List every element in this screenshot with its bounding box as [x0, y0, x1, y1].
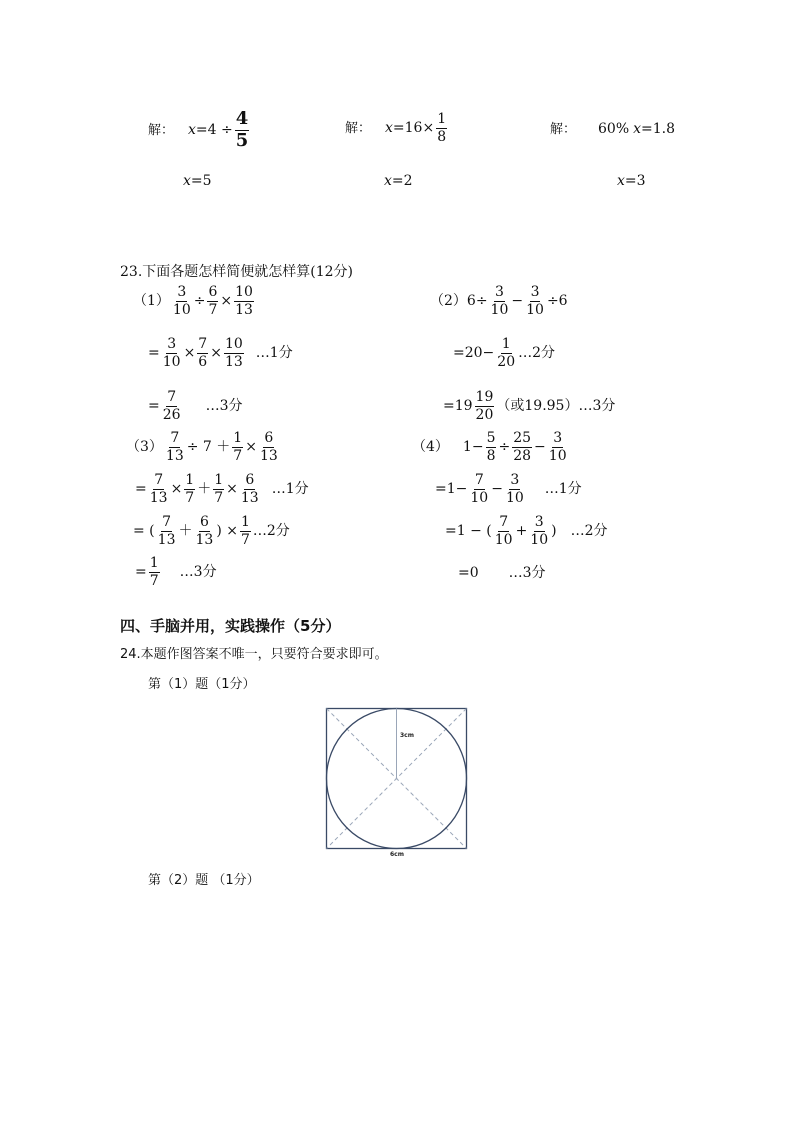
q23-title: 23.下面各题怎样简便就怎样算(12分)	[120, 264, 354, 280]
fraction-four-fifths: $\frac{4}{5}$	[235, 108, 249, 151]
fraction: $\frac{5}{8}$	[486, 430, 496, 464]
fraction: $\frac{7}{10}$	[494, 514, 513, 548]
fraction: $\frac{1}{7}$	[214, 472, 224, 506]
fraction: $\frac{25}{28}$	[513, 430, 532, 464]
fraction: $\frac{1}{7}$	[185, 472, 195, 506]
fraction: $\frac{3}{10}$	[548, 430, 567, 464]
fraction: $\frac{10}{13}$	[224, 336, 243, 370]
fraction: $\frac{1}{7}$	[240, 514, 250, 548]
fraction: $\frac{7}{6}$	[198, 336, 208, 370]
q23-p2-line3: =19 $\frac{19}{20}$ （或19.95） …3分	[443, 389, 616, 423]
fraction: $\frac{3}{10}$	[505, 472, 524, 506]
fraction: $\frac{1}{7}$	[233, 430, 243, 464]
q23-p4-line4: =0 …3分	[458, 565, 546, 581]
fraction: $\frac{6}{13}$	[240, 472, 259, 506]
fraction: $\frac{3}{10}$	[526, 284, 544, 318]
q23-p3-line4: = $\frac{1}{7}$ …3分	[135, 555, 217, 589]
answer-3: x=3	[617, 173, 646, 189]
fraction: $\frac{10}{13}$	[235, 284, 253, 318]
fraction: $\frac{7}{13}$	[149, 472, 168, 506]
equation-1: 解： x =4 ÷ $\frac{4}{5}$	[148, 108, 249, 151]
q24-sub2: 第（2）题 （1分）	[148, 873, 260, 888]
fraction: $\frac{19}{20}$	[475, 389, 494, 423]
q23-p3-line2: = $\frac{7}{13}$ × $\frac{1}{7}$ ＋ $\frac{1}{7}$ × $\frac{6}{13}$ …1分	[135, 472, 309, 506]
q23-p4-line1: （4） 1− $\frac{5}{8}$ ÷ $\frac{25}{28}$ − $\frac{3}{10}$	[412, 430, 567, 464]
fraction: $\frac{1}{20}$	[497, 336, 516, 370]
q23-p3-line3: = ( $\frac{7}{13}$ ＋ $\frac{6}{13}$ ) × $\frac{1}{7}$ …2分	[133, 514, 290, 548]
fraction: $\frac{7}{13}$	[157, 514, 176, 548]
fraction: $\frac{1}{7}$	[149, 555, 159, 589]
q23-p4-line2: =1− $\frac{7}{10}$ − $\frac{3}{10}$ …1分	[435, 472, 582, 506]
section4-title: 四、手脑并用，实践操作（5分）	[120, 617, 341, 635]
q24-sub1: 第（1）题（1分）	[148, 677, 256, 692]
fraction: $\frac{6}{13}$	[259, 430, 278, 464]
square-circle-figure	[318, 702, 478, 862]
fraction: $\frac{6}{7}$	[208, 284, 218, 318]
q23-p4-line3: =1 − ( $\frac{7}{10}$ + $\frac{3}{10}$ ) …2分	[445, 514, 608, 548]
equation-2: 解： x =16× $\frac{1}{8}$	[345, 111, 447, 145]
fraction: $\frac{6}{13}$	[195, 514, 214, 548]
radius-label: 3cm	[400, 732, 414, 739]
q23-p1-line1: （1） $\frac{3}{10}$ ÷ $\frac{6}{7}$ × $\frac{10}{13}$	[133, 284, 253, 318]
q23-p1-line2: = $\frac{3}{10}$ × $\frac{7}{6}$ × $\frac{10}{13}$ …1分	[148, 336, 293, 370]
fraction: $\frac{7}{13}$	[165, 430, 184, 464]
fraction: $\frac{7}{10}$	[470, 472, 489, 506]
q23-p1-line3: = $\frac{7}{26}$ …3分	[148, 389, 243, 423]
q24-text: 24.本题作图答案不唯一，只要符合要求即可。	[120, 647, 388, 662]
fraction: $\frac{3}{10}$	[162, 336, 181, 370]
fraction: $\frac{3}{10}$	[172, 284, 191, 318]
fraction: $\frac{3}{10}$	[530, 514, 549, 548]
side-label: 6cm	[390, 851, 404, 858]
q23-p2-line1: （2）6÷ $\frac{3}{10}$ − $\frac{3}{10}$ ÷6	[430, 284, 568, 318]
q23-p2-line2: =20− $\frac{1}{20}$ …2分	[453, 336, 556, 370]
fraction: $\frac{7}{26}$	[162, 389, 181, 423]
fraction: $\frac{3}{10}$	[490, 284, 509, 318]
q23-p3-line1: （3） $\frac{7}{13}$ ÷ 7 ＋ $\frac{1}{7}$ × $\frac{6}{13}$	[126, 430, 278, 464]
answer-1: x=5	[183, 173, 212, 189]
fraction-one-eighth: $\frac{1}{8}$	[437, 111, 447, 145]
equation-3: 解： 60% x =1.8	[550, 121, 676, 137]
answer-2: x=2	[384, 173, 413, 189]
